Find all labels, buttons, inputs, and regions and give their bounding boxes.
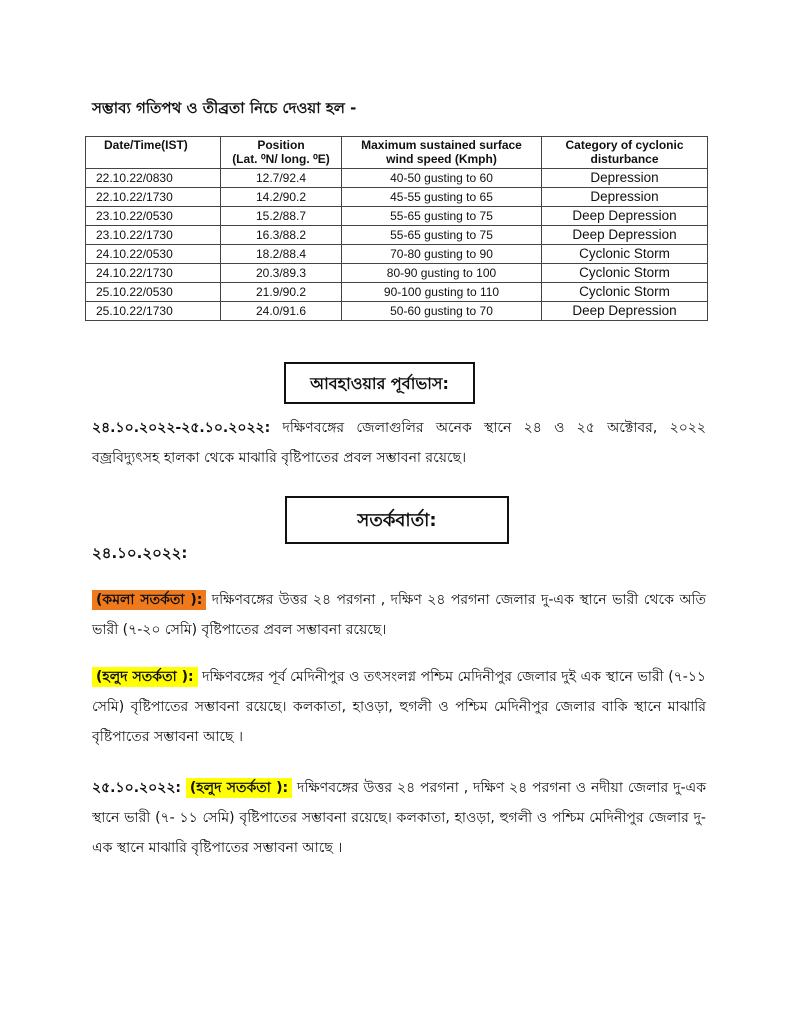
day1-date: ২৪.১০.২০২২: — [92, 544, 188, 562]
table-row — [86, 169, 708, 188]
cell-position: 21.9/90.2 — [221, 283, 342, 302]
forecast-title: আবহাওয়ার পূর্বাভাস: — [284, 362, 475, 404]
cell-datetime: 22.10.22/0830 — [86, 169, 221, 188]
yellow-warning-label-2: (হলুদ সতর্কতা ): — [186, 778, 292, 798]
cell-category: Cyclonic Storm — [542, 283, 708, 302]
cell-datetime: 25.10.22/0530 — [86, 283, 221, 302]
header-position-line1: Position — [257, 138, 305, 152]
table-row — [86, 264, 708, 283]
table-row — [86, 245, 708, 264]
table-row — [86, 188, 708, 207]
cell-category: Cyclonic Storm — [542, 245, 708, 264]
cell-datetime: 25.10.22/1730 — [86, 302, 221, 321]
cell-position: 12.7/92.4 — [221, 169, 342, 188]
cell-category: Depression — [542, 169, 708, 188]
cell-datetime: 22.10.22/1730 — [86, 188, 221, 207]
orange-warning-text: দক্ষিণবঙ্গের উত্তর ২৪ পরগনা , দক্ষিণ ২৪ পরগনা জেলার দু-এক স্থানে ভারী থেকে অতি ভারী (৭-২০ সেমি) বৃষ্টিপাতের প্রবল সম্ভাবনা রয়েছে। — [92, 592, 706, 638]
header-position-line2: (Lat. ⁰N/ long. ⁰E) — [232, 152, 330, 166]
cell-wind: 45-55 gusting to 65 — [342, 188, 542, 207]
cell-category: Deep Depression — [542, 302, 708, 321]
yellow-warning-label-1: (হলুদ সতর্কতা ): — [92, 667, 198, 687]
cell-wind: 40-50 gusting to 60 — [342, 169, 542, 188]
orange-warning-paragraph — [92, 585, 706, 645]
yellow-warning-paragraph-1 — [92, 662, 706, 752]
cell-wind: 70-80 gusting to 90 — [342, 245, 542, 264]
cell-datetime: 23.10.22/1730 — [86, 226, 221, 245]
cell-datetime: 23.10.22/0530 — [86, 207, 221, 226]
warning-title: সতর্কবার্তা: — [285, 496, 509, 544]
day2-warning-paragraph — [92, 773, 706, 863]
cell-position: 18.2/88.4 — [221, 245, 342, 264]
cell-wind: 80-90 gusting to 100 — [342, 264, 542, 283]
track-table — [85, 136, 708, 321]
cell-category: Deep Depression — [542, 226, 708, 245]
cell-position: 20.3/89.3 — [221, 264, 342, 283]
cell-wind: 55-65 gusting to 75 — [342, 226, 542, 245]
table-row — [86, 302, 708, 321]
cell-datetime: 24.10.22/0530 — [86, 245, 221, 264]
cell-position: 24.0/91.6 — [221, 302, 342, 321]
table-header-row — [86, 137, 708, 169]
cell-wind: 55-65 gusting to 75 — [342, 207, 542, 226]
cell-category: Depression — [542, 188, 708, 207]
header-wind: Maximum sustained surface wind speed (Kmph) — [342, 137, 542, 169]
cell-position: 16.3/88.2 — [221, 226, 342, 245]
forecast-paragraph — [92, 413, 706, 473]
forecast-text: দক্ষিণবঙ্গের জেলাগুলির অনেক স্থানে ২৪ ও ২৫ অক্টোবর, ২০২২ বজ্রবিদ্যুৎসহ হালকা থেকে মাঝারি বৃষ্টিপাতের প্রবল সম্ভাবনা রয়েছে। — [92, 420, 706, 466]
forecast-date: ২৪.১০.২০২২-২৫.১০.২০২২: — [92, 420, 271, 436]
header-position — [221, 137, 342, 169]
header-datetime: Date/Time(IST) — [86, 137, 221, 169]
orange-warning-label: (কমলা সতর্কতা ): — [92, 590, 206, 610]
yellow-warning-text-2: দক্ষিণবঙ্গের উত্তর ২৪ পরগনা , দক্ষিণ ২৪ পরগনা ও নদীয়া জেলার দু-এক স্থানে ভারী (৭- ১১ সেমি) বৃষ্টিপাতের সম্ভাবনা রয়েছে। কলকাতা, হাওড়া, হুগলী ও পশ্চিম মেদিনীপুর জেলার দু-এক স্থানে মাঝারি বৃষ্টিপাতের সম্ভাবনা আছে । — [92, 780, 706, 856]
table-row — [86, 283, 708, 302]
table-row — [86, 207, 708, 226]
cell-position: 15.2/88.7 — [221, 207, 342, 226]
cell-position: 14.2/90.2 — [221, 188, 342, 207]
cell-category: Deep Depression — [542, 207, 708, 226]
cell-category: Cyclonic Storm — [542, 264, 708, 283]
track-heading: সম্ভাব্য গতিপথ ও তীব্রতা নিচে দেওয়া হল - — [92, 99, 357, 117]
cell-wind: 90-100 gusting to 110 — [342, 283, 542, 302]
cell-wind: 50-60 gusting to 70 — [342, 302, 542, 321]
yellow-warning-text-1: দক্ষিণবঙ্গের পূর্ব মেদিনীপুর ও তৎসংলগ্ন পশ্চিম মেদিনীপুর জেলার দুই এক স্থানে ভারী (৭-১১ সেমি) বৃষ্টিপাতের সম্ভাবনা রয়েছে। কলকাতা, হাওড়া, হুগলী ও পশ্চিম মেদিনীপুর জেলার বাকি স্থানে মাঝারি বৃষ্টিপাতের সম্ভাবনা আছে । — [92, 669, 706, 745]
day2-date: ২৫.১০.২০২২: — [92, 780, 182, 796]
header-category: Category of cyclonic disturbance — [542, 137, 708, 169]
cell-datetime: 24.10.22/1730 — [86, 264, 221, 283]
table-row — [86, 226, 708, 245]
